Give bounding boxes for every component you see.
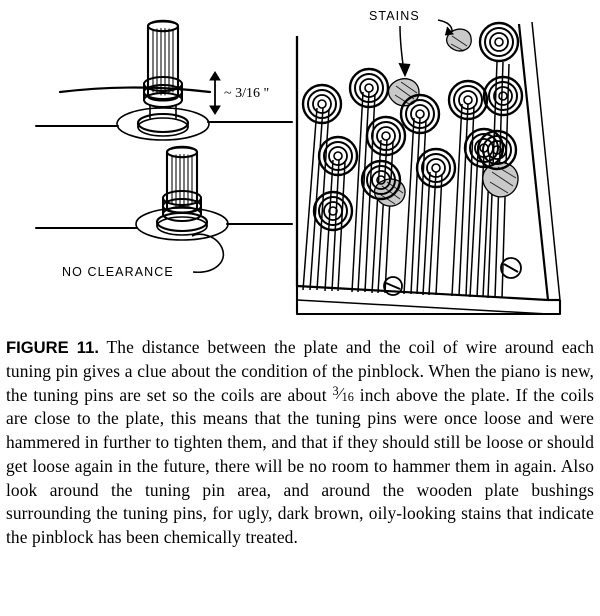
- stains-label: STAINS: [369, 9, 420, 23]
- tuning-pin-no-clearance: [36, 147, 292, 240]
- figure-number: FIGURE 11.: [6, 338, 99, 357]
- no-clearance-leader: [192, 234, 223, 272]
- dimension-label: ~ 3/16 ": [224, 86, 270, 101]
- tuning-pin-coils: [303, 23, 522, 230]
- fraction-three-sixteenths: [332, 383, 354, 406]
- stains-leader-arrows: [399, 20, 453, 76]
- tuning-pin-field: [297, 22, 560, 314]
- tuning-pin-with-clearance: [36, 21, 292, 140]
- fraction-denominator: 16: [341, 389, 354, 404]
- figure-caption: [6, 336, 594, 550]
- caption-text-2: inch above the plate. If the coils are close to the plate, this means that the tuning pins were once loose and were hammered in further to tighten them, and that if they should still be loose or should get loose again in the future, there will be no room to hammer them in again. Also look around the tuning pin area, and around the wooden plate bushings surrounding the tuning pins, for ugly, dark brown, oily-looking stains that indicate the pinblock has been chemically treated.: [6, 384, 594, 547]
- no-clearance-label: NO CLEARANCE: [62, 265, 174, 279]
- caption-text-1: The distance between the plate and the coil of wire around each tuning pin gives a clue about the condition of the pinblock. When the piano is new, the tuning pins are set so the coils are about: [6, 337, 594, 405]
- fraction-slash: ⁄: [338, 384, 342, 404]
- fraction-numerator: 3: [332, 383, 339, 398]
